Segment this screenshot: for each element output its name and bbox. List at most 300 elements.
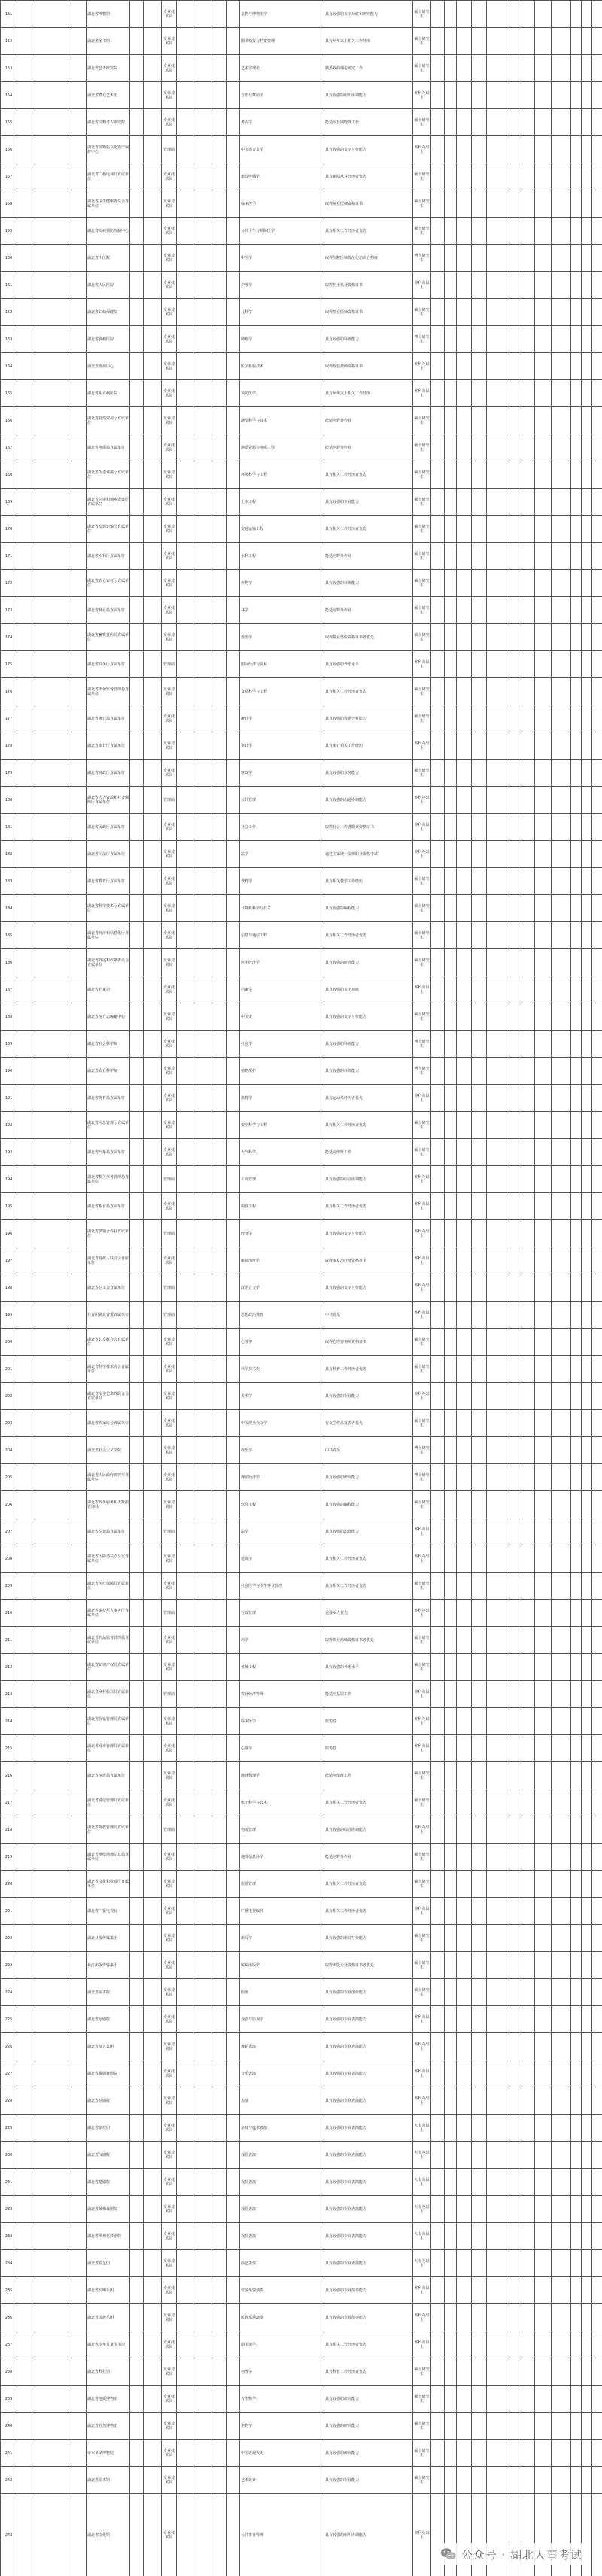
table-cell [552,1274,571,1302]
cell-dept: 湖北省水利厅直属单位 [87,543,130,570]
table-cell [535,326,552,353]
table-cell [130,2142,144,2169]
table-cell [552,2087,571,2115]
table-cell [177,434,193,461]
table-cell [211,1058,227,1085]
table-cell [552,841,571,868]
table-cell [457,1545,472,1573]
table-row [1,489,602,516]
table-cell [472,1898,487,1925]
table-cell [487,2440,509,2467]
table-cell [17,949,35,976]
cell-dept: 湖北省民政厅直属单位 [87,814,130,841]
table-cell [211,1898,227,1925]
table-cell [431,1220,445,1247]
cell-major: 财政学 [240,760,324,787]
table-cell [35,28,68,55]
table-cell [130,1573,144,1600]
table-cell [521,434,535,461]
table-cell [552,136,571,163]
table-cell [592,2440,602,2467]
table-cell [457,461,472,489]
table-cell [445,1,457,28]
table-cell [445,1193,457,1220]
table-row [1,1925,602,1952]
cell-req: 中共党员 [324,1302,413,1329]
table-cell [193,922,211,949]
cell-edu: 硕士研究生 [413,489,431,516]
cell-dept: 湖北省肿瘤医院 [87,326,130,353]
table-cell [130,1491,144,1518]
table-row [1,597,602,624]
cell-edu: 硕士研究生 [413,2467,431,2494]
cell-job: 专业技术岗 [162,1952,177,1979]
table-cell [445,1085,457,1112]
table-cell [592,868,602,895]
table-cell [177,1139,193,1166]
table-cell [592,570,602,597]
table-cell [472,868,487,895]
table-row [1,1058,602,1085]
table-cell [521,136,535,163]
table-cell [472,841,487,868]
cell-req: 具有较强的专业能力 [324,1383,413,1410]
table-cell [445,1762,457,1789]
table-cell [552,55,571,82]
table-cell [521,841,535,868]
cell-dept: 湖北省市场监督管理局直属单位 [87,678,130,705]
table-cell [487,732,509,760]
table-cell [144,1193,162,1220]
table-cell [211,272,227,299]
cell-major: 地质资源与地质工程 [240,434,324,461]
table-cell [509,1329,521,1356]
table-cell [35,2250,68,2277]
table-cell [535,705,552,732]
wechat-icon [440,2546,457,2562]
table-cell [193,1003,211,1031]
table-cell [487,2006,509,2033]
table-cell [227,2033,240,2060]
table-cell [445,597,457,624]
cell-req: 能适应值班工作 [324,1139,413,1166]
table-cell [521,976,535,1003]
table-cell [521,1491,535,1518]
table-cell [193,949,211,976]
table-cell [487,868,509,895]
table-cell [144,2115,162,2142]
table-cell [227,1816,240,1844]
table-cell [445,1681,457,1708]
table-cell [431,163,445,190]
table-cell [35,1762,68,1789]
cell-no: 174 [1,624,17,651]
table-cell [552,814,571,841]
table-cell [472,1220,487,1247]
table-cell [68,1383,87,1410]
table-cell [457,1844,472,1871]
table-cell [211,1085,227,1112]
cell-job: 专业技术岗 [162,1247,177,1274]
table-cell [68,2196,87,2223]
table-cell [17,2142,35,2169]
table-cell [193,218,211,245]
table-cell [68,2033,87,2060]
table-cell [68,814,87,841]
cell-no: 200 [1,1329,17,1356]
table-cell [487,2250,509,2277]
cell-no: 241 [1,2440,17,2467]
cell-dept: 湖北省演艺集团 [87,2033,130,2060]
table-cell [521,1654,535,1681]
cell-no: 154 [1,82,17,109]
table-cell [227,1735,240,1762]
table-cell [571,461,582,489]
table-cell [35,976,68,1003]
table-cell [571,1166,582,1193]
cell-job: 专业技术岗 [162,1925,177,1952]
table-cell [17,2087,35,2115]
table-cell [552,28,571,55]
table-cell [227,1545,240,1573]
table-cell [177,2358,193,2386]
cell-req: 取得检验技师资格证书 [324,353,413,380]
table-cell [509,82,521,109]
table-cell [521,1627,535,1654]
table-cell [35,1437,68,1464]
cell-no: 218 [1,1816,17,1844]
table-cell [35,2115,68,2142]
table-row [1,1139,602,1166]
cell-no: 176 [1,678,17,705]
cell-job: 管理岗 [162,136,177,163]
table-cell [35,1166,68,1193]
cell-job: 专业技术岗 [162,732,177,760]
table-cell [457,2115,472,2142]
table-cell [177,597,193,624]
cell-job: 专业技术岗 [162,1573,177,1600]
table-cell [472,1302,487,1329]
cell-major: 儿科学 [240,299,324,326]
table-cell [552,245,571,272]
cell-job: 专业技术岗 [162,163,177,190]
table-row [1,2250,602,2277]
table-cell [431,1383,445,1410]
table-cell [144,841,162,868]
cell-edu: 博士研究生 [413,1464,431,1491]
table-cell [227,1410,240,1437]
table-cell [17,1518,35,1545]
table-cell [521,922,535,949]
table-cell [521,28,535,55]
table-cell [535,1681,552,1708]
table-cell [68,1600,87,1627]
table-cell [193,1193,211,1220]
table-cell [144,1139,162,1166]
table-cell [144,82,162,109]
cell-job: 专业技术岗 [162,1112,177,1139]
table-cell [144,1085,162,1112]
cell-no: 228 [1,2087,17,2115]
table-cell [227,678,240,705]
cell-edu: 本科及以上 [413,380,431,407]
cell-major: 文物与博物馆学 [240,1,324,28]
table-cell [144,1464,162,1491]
table-cell [445,2413,457,2440]
cell-no: 163 [1,326,17,353]
table-cell [521,732,535,760]
table-cell [521,624,535,651]
table-cell [177,2033,193,2060]
table-cell [472,1383,487,1410]
table-cell [17,543,35,570]
table-cell [431,2277,445,2304]
cell-job: 管理岗 [162,1816,177,1844]
table-cell [227,1952,240,1979]
table-cell [17,2223,35,2250]
table-cell [472,570,487,597]
table-cell [487,2223,509,2250]
table-cell [144,163,162,190]
table-cell [472,1600,487,1627]
table-row [1,55,602,82]
table-cell [582,543,592,570]
table-cell [177,2060,193,2087]
cell-major: 曲艺表演 [240,2250,324,2277]
table-cell [445,841,457,868]
cell-dept: 湖北省群众艺术馆 [87,82,130,109]
table-cell [592,787,602,814]
table-cell [144,922,162,949]
cell-dept: 湖北省非物质文化遗产保护中心 [87,136,130,163]
table-cell [535,1573,552,1600]
table-cell [144,190,162,218]
table-cell [144,461,162,489]
table-cell [571,1952,582,1979]
table-cell [582,434,592,461]
cell-dept: 湖北省乡村振兴局直属单位 [87,1681,130,1708]
table-cell [509,2331,521,2358]
table-cell [582,895,592,922]
table-cell [535,1464,552,1491]
table-cell [521,1518,535,1545]
table-cell [227,1681,240,1708]
table-cell [571,1762,582,1789]
table-cell [431,2331,445,2358]
table-cell [535,1898,552,1925]
table-cell [457,2277,472,2304]
table-cell [582,2196,592,2223]
table-cell [457,109,472,136]
table-row [1,2169,602,2196]
cell-no: 198 [1,1274,17,1302]
cell-req: 取得康复治疗师资格证书 [324,1247,413,1274]
table-cell [211,705,227,732]
table-cell [17,814,35,841]
cell-edu: 博士研究生 [413,1031,431,1058]
table-cell [130,2358,144,2386]
table-cell [509,543,521,570]
table-cell [535,895,552,922]
table-cell [521,868,535,895]
table-cell [130,1464,144,1491]
table-cell [472,976,487,1003]
cell-req: 具有较强的专业表演能力 [324,2169,413,2196]
table-cell [535,2060,552,2087]
table-cell [130,2494,144,2576]
table-cell [457,28,472,55]
table-cell [592,1085,602,1112]
table-cell [177,2467,193,2494]
table-cell [68,1220,87,1247]
cell-edu: 硕士研究生 [413,461,431,489]
table-cell [521,1681,535,1708]
table-cell [457,2006,472,2033]
table-cell [457,2142,472,2169]
table-cell [535,2413,552,2440]
table-cell [431,1898,445,1925]
table-cell [68,1952,87,1979]
table-cell [582,1816,592,1844]
table-cell [193,1735,211,1762]
cell-req: 能适应野外作业 [324,434,413,461]
table-cell [571,1600,582,1627]
table-cell [487,1031,509,1058]
table-cell [592,109,602,136]
table-cell [445,28,457,55]
cell-no: 213 [1,1681,17,1708]
table-cell [144,1871,162,1898]
table-cell [571,651,582,678]
table-cell [571,2196,582,2223]
cell-no: 211 [1,1627,17,1654]
table-cell [592,2250,602,2277]
table-cell [193,1925,211,1952]
table-cell [445,2358,457,2386]
cell-req: 取得心理咨询师资格证书 [324,1329,413,1356]
table-cell [509,407,521,434]
table-cell [17,1058,35,1085]
table-cell [177,1518,193,1545]
table-cell [211,109,227,136]
table-cell [211,1003,227,1031]
table-cell [445,1654,457,1681]
table-cell [211,82,227,109]
table-cell [582,1681,592,1708]
table-cell [130,1708,144,1735]
table-cell [552,1898,571,1925]
table-cell [552,1220,571,1247]
table-cell [487,1708,509,1735]
cell-edu: 博士研究生 [413,1058,431,1085]
table-cell [211,678,227,705]
table-cell [68,1871,87,1898]
cell-edu: 硕士研究生 [413,434,431,461]
cell-major: 地理信息科学 [240,1844,324,1871]
table-cell [144,543,162,570]
table-cell [431,922,445,949]
table-cell [431,1437,445,1464]
table-cell [487,1871,509,1898]
cell-job: 专业技术岗 [162,109,177,136]
cell-edu: 本科及以上 [413,2006,431,2033]
table-cell [457,1166,472,1193]
table-cell [17,380,35,407]
cell-major: 法学 [240,1518,324,1545]
table-cell [592,2358,602,2386]
table-cell [431,2440,445,2467]
cell-dept: 湖北省司法厅直属单位 [87,841,130,868]
cell-edu: 本科及以上 [413,2331,431,2358]
table-cell [193,1789,211,1816]
table-cell [431,841,445,868]
table-cell [445,163,457,190]
table-cell [521,895,535,922]
table-cell [68,2304,87,2331]
cell-no: 167 [1,434,17,461]
table-cell [35,1708,68,1735]
cell-job: 专业技术岗 [162,841,177,868]
cell-dept: 湖北省商务厅直属单位 [87,651,130,678]
table-cell [457,1491,472,1518]
table-cell [472,1708,487,1735]
cell-edu: 本科及以上 [413,136,431,163]
cell-no: 237 [1,2331,17,2358]
cell-edu: 本科及以上 [413,814,431,841]
cell-req: 具有较强的研究能力 [324,2440,413,2467]
table-cell [227,272,240,299]
table-cell [592,55,602,82]
cell-major: 中国近现代史 [240,2440,324,2467]
table-cell [431,597,445,624]
cell-major: 信息与通信工程 [240,922,324,949]
table-cell [445,1003,457,1031]
table-cell [177,489,193,516]
table-cell [487,1058,509,1085]
cell-job: 专业技术岗 [162,353,177,380]
table-cell [582,1979,592,2006]
table-cell [130,2115,144,2142]
table-cell [552,1925,571,1952]
cell-edu: 硕士研究生 [413,109,431,136]
table-cell [472,1031,487,1058]
table-cell [582,1654,592,1681]
table-cell [535,1003,552,1031]
table-cell [472,1654,487,1681]
table-cell [68,1816,87,1844]
table-cell [211,2413,227,2440]
table-cell [227,1112,240,1139]
table-cell [535,516,552,543]
table-cell [144,1491,162,1518]
table-cell [521,380,535,407]
table-cell [571,218,582,245]
cell-dept: 湖北省住房和城乡建设厅直属单位 [87,489,130,516]
cell-dept: 湖北省美术馆 [87,2467,130,2494]
table-cell [130,624,144,651]
cell-major: 舞蹈表演 [240,2033,324,2060]
table-cell [130,1816,144,1844]
table-cell [457,1383,472,1410]
table-cell [211,326,227,353]
table-cell [17,163,35,190]
cell-major: 临床医学 [240,1708,324,1735]
table-cell [17,2494,35,2576]
cell-no: 214 [1,1708,17,1735]
table-cell [472,2115,487,2142]
table-cell [35,1031,68,1058]
table-cell [227,868,240,895]
